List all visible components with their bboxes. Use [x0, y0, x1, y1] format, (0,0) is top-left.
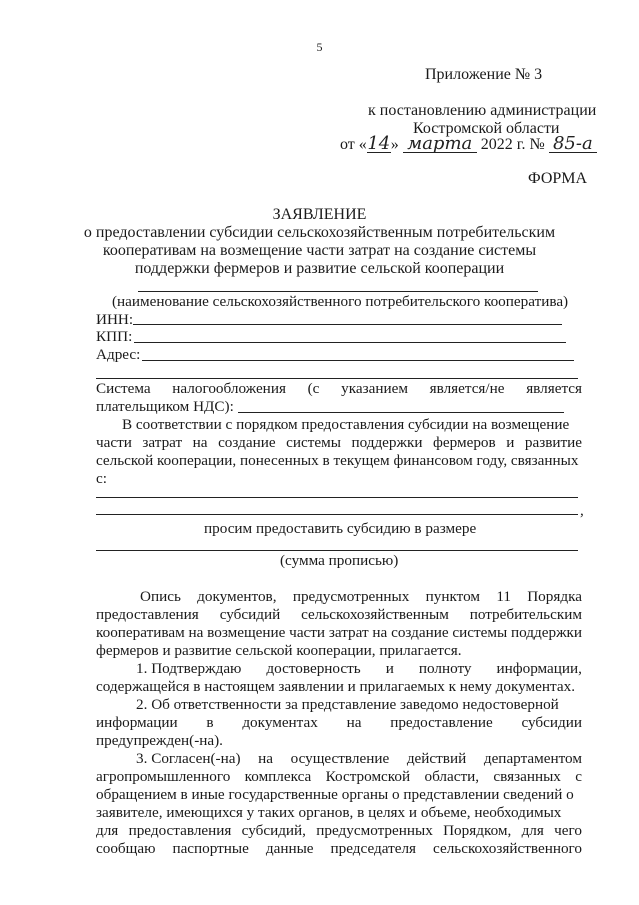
request-text: просим предоставить субсидию в размере — [204, 520, 477, 537]
appendix-resolution: к постановлению администрации — [368, 102, 597, 119]
inn-field-line — [133, 324, 562, 325]
amount-line — [96, 550, 578, 551]
item2-line2: информации в документах на предоставление субсидии — [96, 714, 582, 731]
compliance-line4: с: — [96, 470, 107, 487]
blank-line-1 — [96, 378, 578, 379]
coop-name-caption: (наименование сельскохозяйственного потребительского кооператива) — [112, 293, 569, 310]
date-mid: » — [390, 136, 399, 153]
form-label: ФОРМА — [528, 170, 588, 187]
coop-name-line — [138, 291, 538, 292]
item3-line4: заявителе, имеющихся у таких органов, в целях и объеме, необходимых — [96, 804, 562, 821]
document-subject-line1: о предоставлении субсидии сельскохозяйственным потребительским — [83, 224, 556, 241]
item1-line2: содержащейся в настоящем заявлении и прилагаемых к нему документах. — [96, 678, 575, 695]
item3-line1: 3. Согласен(-на) на осуществление действий департаментом — [136, 750, 582, 767]
document-subject-line2: кооперативам на возмещение части затрат на создание системы — [102, 242, 537, 259]
appendix-date — [340, 133, 597, 154]
document-number-handwritten: 85-а — [549, 136, 597, 153]
date-prefix: от « — [340, 136, 367, 153]
kpp-label: КПП: — [96, 328, 133, 345]
blank-line-3 — [96, 514, 578, 515]
date-suffix: 2022 г. № — [480, 136, 545, 153]
inventory-line4: фермеров и развитие сельской кооперации, прилагается. — [96, 642, 462, 659]
item3-line6: сообщаю паспортные данные председателя сельскохозяйственного — [96, 840, 582, 857]
amount-caption: (сумма прописью) — [280, 552, 399, 569]
vat-field-line — [238, 412, 564, 413]
trailing-comma: , — [580, 502, 584, 519]
tax-system-line2: плательщиком НДС): — [96, 398, 234, 415]
appendix-number: Приложение № 3 — [425, 66, 543, 83]
date-month-handwritten: марта — [403, 136, 477, 153]
item2-line1: 2. Об ответственности за представление заведомо недостоверной — [136, 696, 559, 713]
item2-line3: предупрежден(-на). — [96, 732, 223, 749]
compliance-line1: В соответствии с порядком предоставления субсидии на возмещение — [122, 416, 570, 433]
page-number: 5 — [316, 40, 323, 54]
item3-line5: для предоставления субсидий, предусмотренных Порядком, для чего — [96, 822, 582, 839]
document-subject-line3: поддержки фермеров и развитие сельской кооперации — [134, 260, 505, 277]
kpp-field-line — [134, 342, 566, 343]
appendix-region: Костромской области — [413, 120, 560, 137]
blank-line-2 — [96, 497, 578, 498]
inn-label: ИНН: — [96, 311, 134, 328]
compliance-line2: части затрат на создание системы поддержки фермеров и развитие — [96, 434, 582, 451]
address-label: Адрес: — [96, 346, 141, 363]
inventory-line2: предоставления субсидий сельскохозяйственным потребительским — [96, 606, 582, 623]
date-day-handwritten: 14 — [367, 133, 391, 154]
item3-line3: обращением в иные государственные органы о представлении сведений о — [96, 786, 574, 803]
inventory-line1: Опись документов, предусмотренных пунктом 11 Порядка — [140, 588, 582, 605]
compliance-line3: сельской кооперации, понесенных в текущем финансовом году, связанных — [96, 452, 579, 469]
document-heading: ЗАЯВЛЕНИЕ — [272, 206, 367, 223]
tax-system-line1: Система налогообложения (с указанием является/не является — [96, 380, 582, 397]
item3-line2: агропромышленного комплекса Костромской области, связанных с — [96, 768, 582, 785]
address-field-line — [142, 360, 574, 361]
inventory-line3: кооперативам на возмещение части затрат на создание системы поддержки — [96, 624, 583, 641]
item1-line1: 1. Подтверждаю достоверность и полноту информации, — [136, 660, 582, 677]
